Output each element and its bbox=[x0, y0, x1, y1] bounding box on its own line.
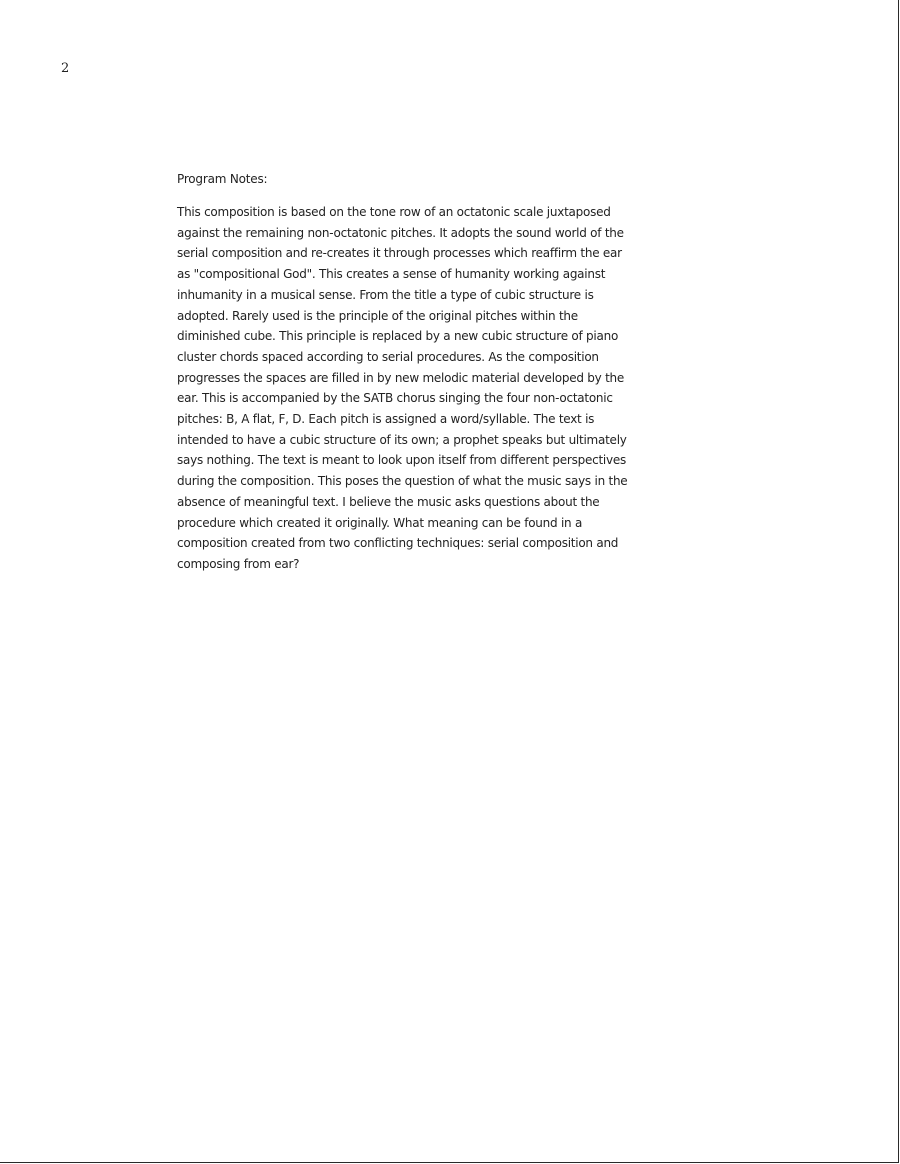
paragraph-line: inhumanity in a musical sense. From the title a type of cubic structure is bbox=[177, 287, 594, 302]
paragraph-line: cluster chords spaced according to serial procedures. As the composition bbox=[177, 349, 599, 364]
paragraph-line: against the remaining non-octatonic pitches. It adopts the sound world of the bbox=[177, 225, 624, 240]
program-notes-section bbox=[177, 169, 647, 575]
page-number: 2 bbox=[61, 61, 70, 76]
paragraph-line: absence of meaningful text. I believe the music asks questions about the bbox=[177, 494, 600, 509]
paragraph-line: progresses the spaces are filled in by new melodic material developed by the bbox=[177, 370, 625, 385]
paragraph-line: composition created from two conflicting techniques: serial composition and bbox=[177, 536, 619, 551]
program-notes-paragraph bbox=[177, 202, 647, 575]
paragraph-line: during the composition. This poses the question of what the music says in the bbox=[177, 474, 628, 489]
paragraph-line: says nothing. The text is meant to look upon itself from different perspectives bbox=[177, 453, 626, 468]
paragraph-line: ear. This is accompanied by the SATB chorus singing the four non-octatonic bbox=[177, 391, 613, 406]
paragraph-line: composing from ear? bbox=[177, 556, 300, 571]
paragraph-line: procedure which created it originally. What meaning can be found in a bbox=[177, 515, 583, 530]
paragraph-line: This composition is based on the tone row of an octatonic scale juxtaposed bbox=[177, 205, 611, 219]
paragraph-line: as "compositional God". This creates a sense of humanity working against bbox=[177, 267, 606, 282]
program-notes-heading: Program Notes: bbox=[177, 172, 268, 186]
paragraph-line: serial composition and re-creates it through processes which reaffirm the ear bbox=[177, 246, 622, 261]
paragraph-line: diminished cube. This principle is replaced by a new cubic structure of piano bbox=[177, 329, 619, 344]
paragraph-line: adopted. Rarely used is the principle of the original pitches within the bbox=[177, 308, 578, 323]
paragraph-line: intended to have a cubic structure of its own; a prophet speaks but ultimately bbox=[177, 432, 627, 447]
paragraph-line: pitches: B, A flat, F, D. Each pitch is assigned a word/syllable. The text is bbox=[177, 412, 595, 427]
